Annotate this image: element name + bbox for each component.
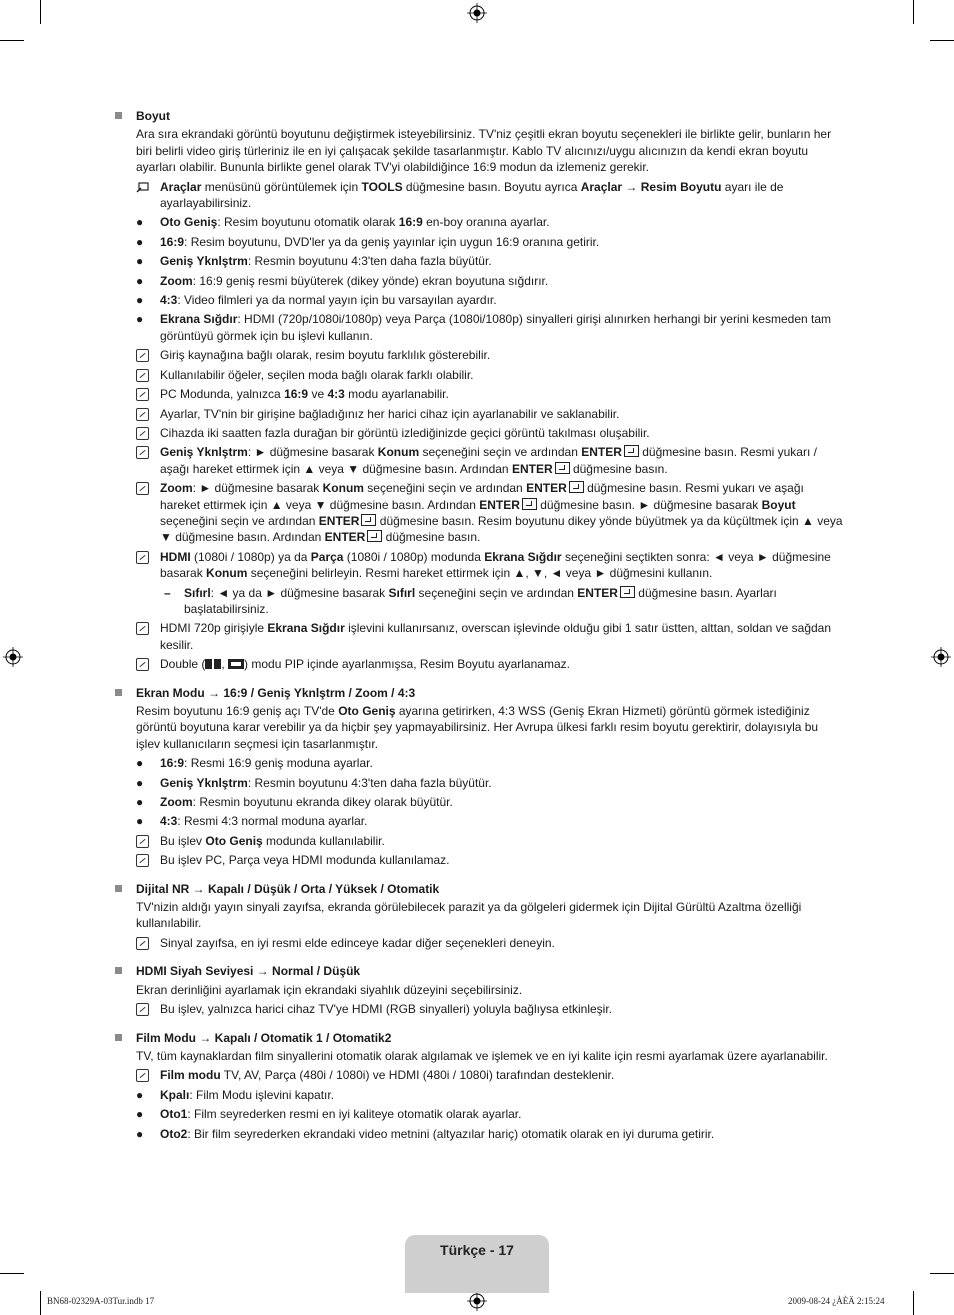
bullet-item: ● Oto Geniş: Resim boyutunu otomatik olarak 16:9 en-boy oranına ayarlar. [136,215,550,230]
registration-mark-icon [931,647,951,667]
note-icon [136,549,152,566]
paragraph: TV'nizin aldığı yayın sinyali zayıfsa, ekranda görülebilecek parazit ya da gölgeleri gidermek için Dijital Gürültü Azaltma özelliği kullanılabilir. [136,900,802,931]
square-bullet-icon [115,112,122,119]
bullet-icon: ● [136,312,144,327]
bullet-icon: ● [136,234,144,249]
bullet-item: ● Geniş Yknlştrm: Resmin boyutunu 4:3'ten daha fazla büyütür. [136,254,492,269]
note-item: Giriş kaynağına bağlı olarak, resim boyutu farklılık gösterebilir. [112,347,844,363]
manual-content [112,108,844,1145]
bullet-item: ● 4:3: Resmi 4:3 normal moduna ayarlar. [136,814,368,829]
section-title [112,108,844,124]
note-item: Film modu TV, AV, Parça (480i / 1080i) ve HDMI (480i / 1080i) tarafından desteklenir. [112,1067,844,1083]
section-title-text: Ekran Modu → 16:9 / Geniş Yknlştrm / Zoom / 4:3 [136,685,416,700]
bullet-item: ● 16:9: Resmi 16:9 geniş moduna ayarlar. [136,756,373,771]
bullet-icon: ● [136,814,144,829]
bullet-icon: ● [136,273,144,288]
bullet-icon: ● [136,756,144,771]
note-icon [136,1067,152,1084]
note-icon [136,833,152,850]
paragraph: Resim boyutunu 16:9 geniş açı TV'de Oto Geniş ayarına getirirken, 4:3 WSS (Geniş Ekran Hizmeti) görüntü görmek istediğiniz görüntü boyutuna karar verebilir ya da hiçbir şey yapmayabilirsiniz. Her Avrupa ülkesi farklı resim boyutu gerektirir, dolayısıyla bu işlev kullanıcıların seçmesi için tasarlanmıştır. [136,704,819,751]
note-item: Bu işlev, yalnızca harici cihaz TV'ye HDMI (RGB sinyalleri) yoluyla bağlıysa etkinleşir. [112,1001,844,1017]
note-icon [136,852,152,869]
section-title-text: Film Modu → Kapalı / Otomatik 1 / Otomatik2 [136,1030,392,1045]
note-icon [136,386,152,403]
note-icon [136,425,152,442]
note-icon [136,935,152,952]
note-icon [136,406,152,423]
paragraph: Ara sıra ekrandaki görüntü boyutunu değiştirmek isteyebilirsiniz. TV'niz çeşitli ekran boyutu seçenekleri ile birlikte gelir, bunların her biri belirli video giriş türleriniz ile en iyi çalışacak şekilde tasarlanmıştır. Kablo TV alıcınızı/uygu alıcınızın da kendi ekran boyutu ayarları olabilir. Bununla birlikte genel olarak TV'yi olabildiğince 16:9 modun da izlemeniz gerekir. [136,127,832,175]
bullet-icon: ● [136,795,144,810]
dash-icon: – [164,585,171,600]
bullet-item: ● 4:3: Video filmleri ya da normal yayın için bu varsayılan ayardır. [136,293,497,308]
note-item: Zoom: ► düğmesine basarak Konum seçeneğini seçin ve ardından ENTER düğmesine basın. Resmi yukarı ve aşağı hareket ettirmek için ▲ veya ▼ düğmesine basın. Ardından ENTER düğmesine basın. ► düğmesine basarak Boyut seçeneğini seçin ve ardından ENTER düğmesine basın. Resim boyutunu dikey yönde büyütmek ya da küçültmek için ▲ veya ▼ düğmesine basın. Ardından ENTER düğmesine basın. [112,480,844,546]
crop-mark [930,40,954,41]
section [112,685,844,869]
bullet-icon: ● [136,1107,144,1122]
square-bullet-icon [115,885,122,892]
bullet-item: ● Kpalı: Film Modu işlevini kapatır. [136,1087,335,1102]
bullet-icon: ● [136,775,144,790]
square-bullet-icon [115,689,122,696]
note-icon [136,347,152,364]
crop-mark [40,1291,41,1315]
note-item: Kullanılabilir öğeler, seçilen moda bağlı olarak farklı olabilir. [112,367,844,383]
sub-item: – Sıfırl: ◄ ya da ► düğmesine basarak Sıfırl seçeneğini seçin ve ardından ENTER düğmesine basın. Ayarları başlatabilirsiniz. [164,585,777,616]
bullet-item: ● 16:9: Resim boyutunu, DVD'ler ya da geniş yayınlar için uygun 16:9 oranına getirir. [136,234,600,249]
section-title-text: Dijital NR → Kapalı / Düşük / Orta / Yüksek / Otomatik [136,881,440,896]
crop-mark [0,40,24,41]
bullet-icon: ● [136,254,144,269]
note-item: Cihazda iki saatten fazla durağan bir görüntü izlediğinizde geçici görüntü takılması oluşabilir. [112,425,844,441]
note-item: Geniş Yknlştrm: ► düğmesine basarak Konum seçeneğini seçin ve ardından ENTER düğmesine basın. Resmi yukarı / aşağı hareket ettirmek için ▲ veya ▼ düğmesine basın. Ardından ENTER düğmesine basın. [112,444,844,477]
note-item: HDMI (1080i / 1080p) ya da Parça (1080i / 1080p) modunda Ekrana Sığdır seçeneğini seçtikten sonra: ◄ veya ► düğmesine basarak Konum seçeneğini belirleyin. Resmi hareket ettirmek için ▲, ▼, ◄ veya ► düğmesini kullanın. [112,549,844,582]
slug-right: 2009-08-24 ¿ÀÈÄ 2:15:24 [788,1296,885,1306]
bullet-icon: ● [136,1087,144,1102]
square-bullet-icon [115,967,122,974]
spacer [112,954,844,963]
section-title [112,963,844,979]
tools-icon [136,179,152,195]
note-item: HDMI 720p girişiyle Ekrana Sığdır işlevini kullanırsanız, overscan işlevinde olduğu gibi 1 satır üstten, alttan, soldan ve sağdan kesilir. [112,620,844,653]
section [112,1030,844,1142]
page-number: Türkçe - 17 [440,1242,514,1258]
paragraph: TV, tüm kaynaklardan film sinyallerini otomatik olarak algılamak ve işlemek ve en iyi kalite için resmi ayarlamak üzere ayarlanabilir. [136,1048,828,1063]
section-title [112,685,844,701]
section [112,963,844,1017]
section-title-text: HDMI Siyah Seviyesi → Normal / Düşük [136,964,361,979]
bullet-icon: ● [136,293,144,308]
note-icon [136,480,152,497]
bullet-icon: ● [136,215,144,230]
spacer [112,676,844,685]
bullet-icon: ● [136,1126,144,1141]
crop-mark [913,0,914,24]
note-item: PC Modunda, yalnızca 16:9 ve 4:3 modu ayarlanabilir. [112,386,844,402]
bullet-item: ● Oto2: Bir film seyrederken ekrandaki video metnini (altyazılar hariç) otomatik olarak en iyi duruma getirir. [136,1126,715,1141]
registration-mark-icon [467,1291,487,1311]
section-title [112,1030,844,1046]
note-icon [136,620,152,637]
note-item: Double ( , ) modu PIP içinde ayarlanmışsa, Resim Boyutu ayarlanamaz. [112,656,844,672]
bullet-item: ● Zoom: 16:9 geniş resmi büyüterek (dikey yönde) ekran boyutuna sığdırır. [136,273,549,288]
registration-mark-icon [467,3,487,23]
section [112,881,844,952]
square-bullet-icon [115,1034,122,1041]
note-item: Ayarlar, TV'nin bir girişine bağladığınız her harici cihaz için ayarlanabilir ve saklanabilir. [112,406,844,422]
bullet-item: ● Zoom: Resmin boyutunu ekranda dikey olarak büyütür. [136,795,453,810]
registration-mark-icon [3,647,23,667]
crop-mark [0,1273,24,1274]
paragraph: Ekran derinliğini ayarlamak için ekrandaki siyahlık düzeyini seçebilirsiniz. [136,982,523,997]
note-icon [136,444,152,461]
section [112,108,844,673]
note-item: Bu işlev Oto Geniş modunda kullanılabilir. [112,833,844,849]
bullet-item: ● Ekrana Sığdır: HDMI (720p/1080i/1080p) veya Parça (1080i/1080p) sinyalleri girişi alınırken herhangi bir yerini kesmeden tam görüntüyü görmek için bu işlevi kullanın. [136,312,832,343]
note-icon [136,656,152,673]
bullet-item: ● Oto1: Film seyrederken resmi en iyi kaliteye otomatik olarak ayarlar. [136,1107,522,1122]
bullet-item: ● Geniş Yknlştrm: Resmin boyutunu 4:3'ten daha fazla büyütür. [136,775,492,790]
crop-mark [913,1291,914,1315]
note-item: Sinyal zayıfsa, en iyi resmi elde edinceye kadar diğer seçenekleri deneyin. [112,935,844,951]
section-title-text: Boyut [136,109,170,123]
section-title [112,881,844,897]
note-icon [136,1001,152,1018]
spacer [112,1021,844,1030]
note-icon [136,367,152,384]
tools-item: Araçlar menüsünü görüntülemek için TOOLS düğmesine basın. Boyutu ayrıca Araçlar → Resim Boyutu ayarı ile de ayarlayabilirsiniz. [112,179,844,212]
crop-mark [40,0,41,24]
note-item: Bu işlev PC, Parça veya HDMI modunda kullanılamaz. [112,852,844,868]
slug-left: BN68-02329A-03Tur.indb 17 [47,1296,155,1306]
crop-mark [930,1273,954,1274]
spacer [112,872,844,881]
